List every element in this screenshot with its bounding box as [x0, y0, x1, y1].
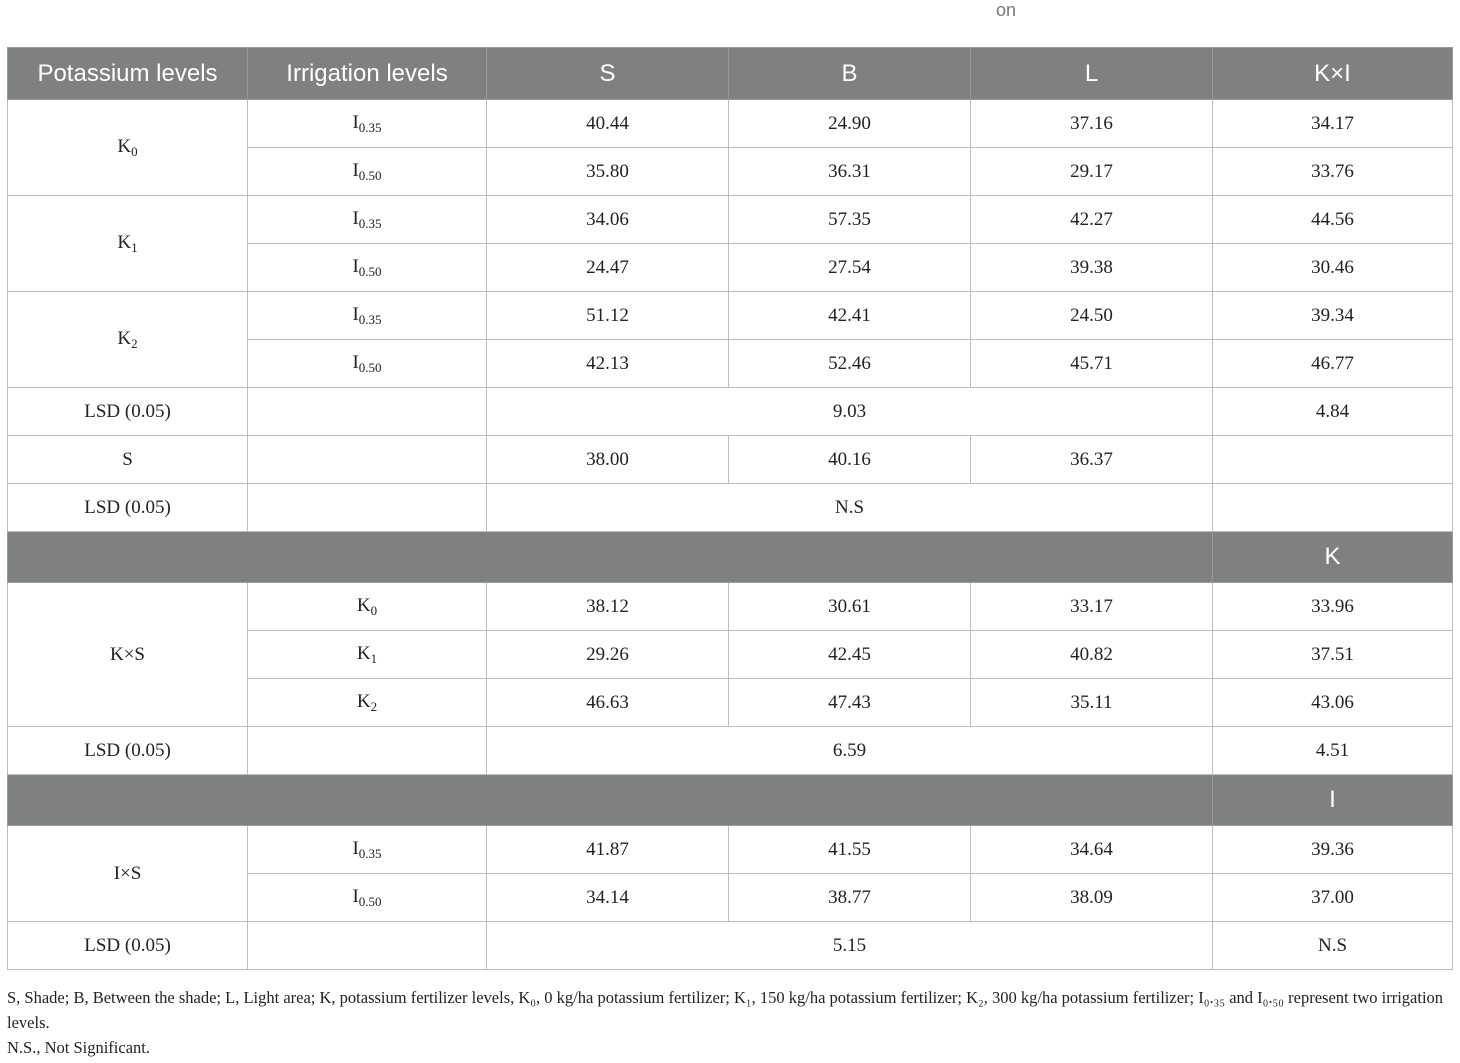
empty-cell [248, 922, 487, 970]
value-cell: 36.37 [971, 436, 1213, 484]
value-cell: 29.26 [487, 631, 729, 679]
group-label-ixs: I×S [8, 826, 248, 922]
value-cell: 42.41 [729, 292, 971, 340]
band-label-i: I [1213, 775, 1453, 826]
value-cell: 40.82 [971, 631, 1213, 679]
s-mean-row [8, 436, 1453, 484]
value-cell: 33.76 [1213, 148, 1453, 196]
value-cell: 39.34 [1213, 292, 1453, 340]
header-s: S [487, 48, 729, 100]
value-cell: 29.17 [971, 148, 1213, 196]
value-cell: 40.44 [487, 100, 729, 148]
value-cell: 30.46 [1213, 244, 1453, 292]
lsd-value: 5.15 [487, 922, 1213, 970]
group-label-kxs: K×S [8, 583, 248, 727]
value-cell: 41.55 [729, 826, 971, 874]
empty-cell [1213, 484, 1453, 532]
empty-cell [248, 388, 487, 436]
value-cell: 43.06 [1213, 679, 1453, 727]
table-row [8, 826, 1453, 874]
value-cell: 34.06 [487, 196, 729, 244]
section-band-k [8, 532, 1453, 583]
irrigation-level-cell: $I_{0.35}$ [248, 196, 487, 244]
empty-cell [248, 436, 487, 484]
value-cell: 24.47 [487, 244, 729, 292]
irrigation-level-cell: $I_{0.35}$ [248, 292, 487, 340]
band-empty [8, 532, 1213, 583]
header-potassium-levels: Potassium levels [8, 48, 248, 100]
irrigation-level-cell: $I_{0.35}$ [248, 826, 487, 874]
lsd-row [8, 484, 1453, 532]
section-band-i [8, 775, 1453, 826]
lsd-value: 6.59 [487, 727, 1213, 775]
value-cell: 41.87 [487, 826, 729, 874]
value-cell: 52.46 [729, 340, 971, 388]
lsd-row [8, 727, 1453, 775]
header-kxi: K×I [1213, 48, 1453, 100]
value-cell: 42.27 [971, 196, 1213, 244]
value-cell: 40.16 [729, 436, 971, 484]
empty-cell [248, 484, 487, 532]
value-cell: 35.11 [971, 679, 1213, 727]
lsd-value: N.S [487, 484, 1213, 532]
potassium-level-cell: $K_2$ [248, 679, 487, 727]
band-label-k: K [1213, 532, 1453, 583]
value-cell: 35.80 [487, 148, 729, 196]
value-cell: 39.38 [971, 244, 1213, 292]
value-cell: 47.43 [729, 679, 971, 727]
value-cell: 30.61 [729, 583, 971, 631]
value-cell: 37.00 [1213, 874, 1453, 922]
value-cell: 46.63 [487, 679, 729, 727]
lsd-label: LSD (0.05) [8, 922, 248, 970]
value-cell: 24.90 [729, 100, 971, 148]
value-cell: 34.64 [971, 826, 1213, 874]
header-b: B [729, 48, 971, 100]
header-l: L [971, 48, 1213, 100]
lsd-label: LSD (0.05) [8, 727, 248, 775]
lsd-value: 9.03 [487, 388, 1213, 436]
value-cell: 37.16 [971, 100, 1213, 148]
irrigation-level-cell: $I_{0.50}$ [248, 340, 487, 388]
lsd-value-i: N.S [1213, 922, 1453, 970]
value-cell: 46.77 [1213, 340, 1453, 388]
lsd-row [8, 922, 1453, 970]
lsd-row [8, 388, 1453, 436]
table-row [8, 196, 1453, 244]
lsd-value-k: 4.51 [1213, 727, 1453, 775]
potassium-level-cell: $K_2$ [8, 292, 248, 388]
lsd-label: LSD (0.05) [8, 484, 248, 532]
potassium-level-cell: $K_1$ [8, 196, 248, 292]
value-cell: 33.17 [971, 583, 1213, 631]
irrigation-level-cell: $I_{0.50}$ [248, 148, 487, 196]
value-cell: 38.09 [971, 874, 1213, 922]
value-cell: 42.13 [487, 340, 729, 388]
irrigation-level-cell: $I_{0.35}$ [248, 100, 487, 148]
value-cell: 34.17 [1213, 100, 1453, 148]
value-cell: 57.35 [729, 196, 971, 244]
potassium-level-cell: $K_1$ [248, 631, 487, 679]
empty-cell [1213, 436, 1453, 484]
irrigation-level-cell: $I_{0.50}$ [248, 244, 487, 292]
band-empty [8, 775, 1213, 826]
value-cell: 38.00 [487, 436, 729, 484]
potassium-level-cell: $K_0$ [248, 583, 487, 631]
value-cell: 38.12 [487, 583, 729, 631]
value-cell: 51.12 [487, 292, 729, 340]
header-fragment: on [996, 0, 1017, 20]
header-row [8, 48, 1453, 100]
value-cell: 24.50 [971, 292, 1213, 340]
lsd-label: LSD (0.05) [8, 388, 248, 436]
empty-cell [248, 727, 487, 775]
value-cell: 34.14 [487, 874, 729, 922]
footnote-ns: N.S., Not Significant. [7, 1038, 150, 1057]
value-cell: 38.77 [729, 874, 971, 922]
value-cell: 39.36 [1213, 826, 1453, 874]
table-row [8, 292, 1453, 340]
value-cell: 27.54 [729, 244, 971, 292]
value-cell: 37.51 [1213, 631, 1453, 679]
footnote-abbreviations: S, Shade; B, Between the shade; L, Light area; K, potassium fertilizer levels, K₀, 0 kg/ha potassium fertilizer; K₁, 150 kg/ha potassium fertilizer; K₂, 300 kg/ha potassium fertilizer; I₀.₃₅ and I₀.₅₀ represent two irrigation levels. [7, 988, 1444, 1032]
value-cell: 36.31 [729, 148, 971, 196]
value-cell: 44.56 [1213, 196, 1453, 244]
value-cell: 42.45 [729, 631, 971, 679]
table-row [8, 583, 1453, 631]
value-cell: 33.96 [1213, 583, 1453, 631]
irrigation-level-cell: $I_{0.50}$ [248, 874, 487, 922]
results-table [7, 47, 1453, 970]
table-row [8, 100, 1453, 148]
potassium-level-cell: $K_0$ [8, 100, 248, 196]
table-footnote [7, 985, 1455, 1060]
lsd-value-kxi: 4.84 [1213, 388, 1453, 436]
value-cell: 45.71 [971, 340, 1213, 388]
s-label: S [8, 436, 248, 484]
header-irrigation-levels: Irrigation levels [248, 48, 487, 100]
